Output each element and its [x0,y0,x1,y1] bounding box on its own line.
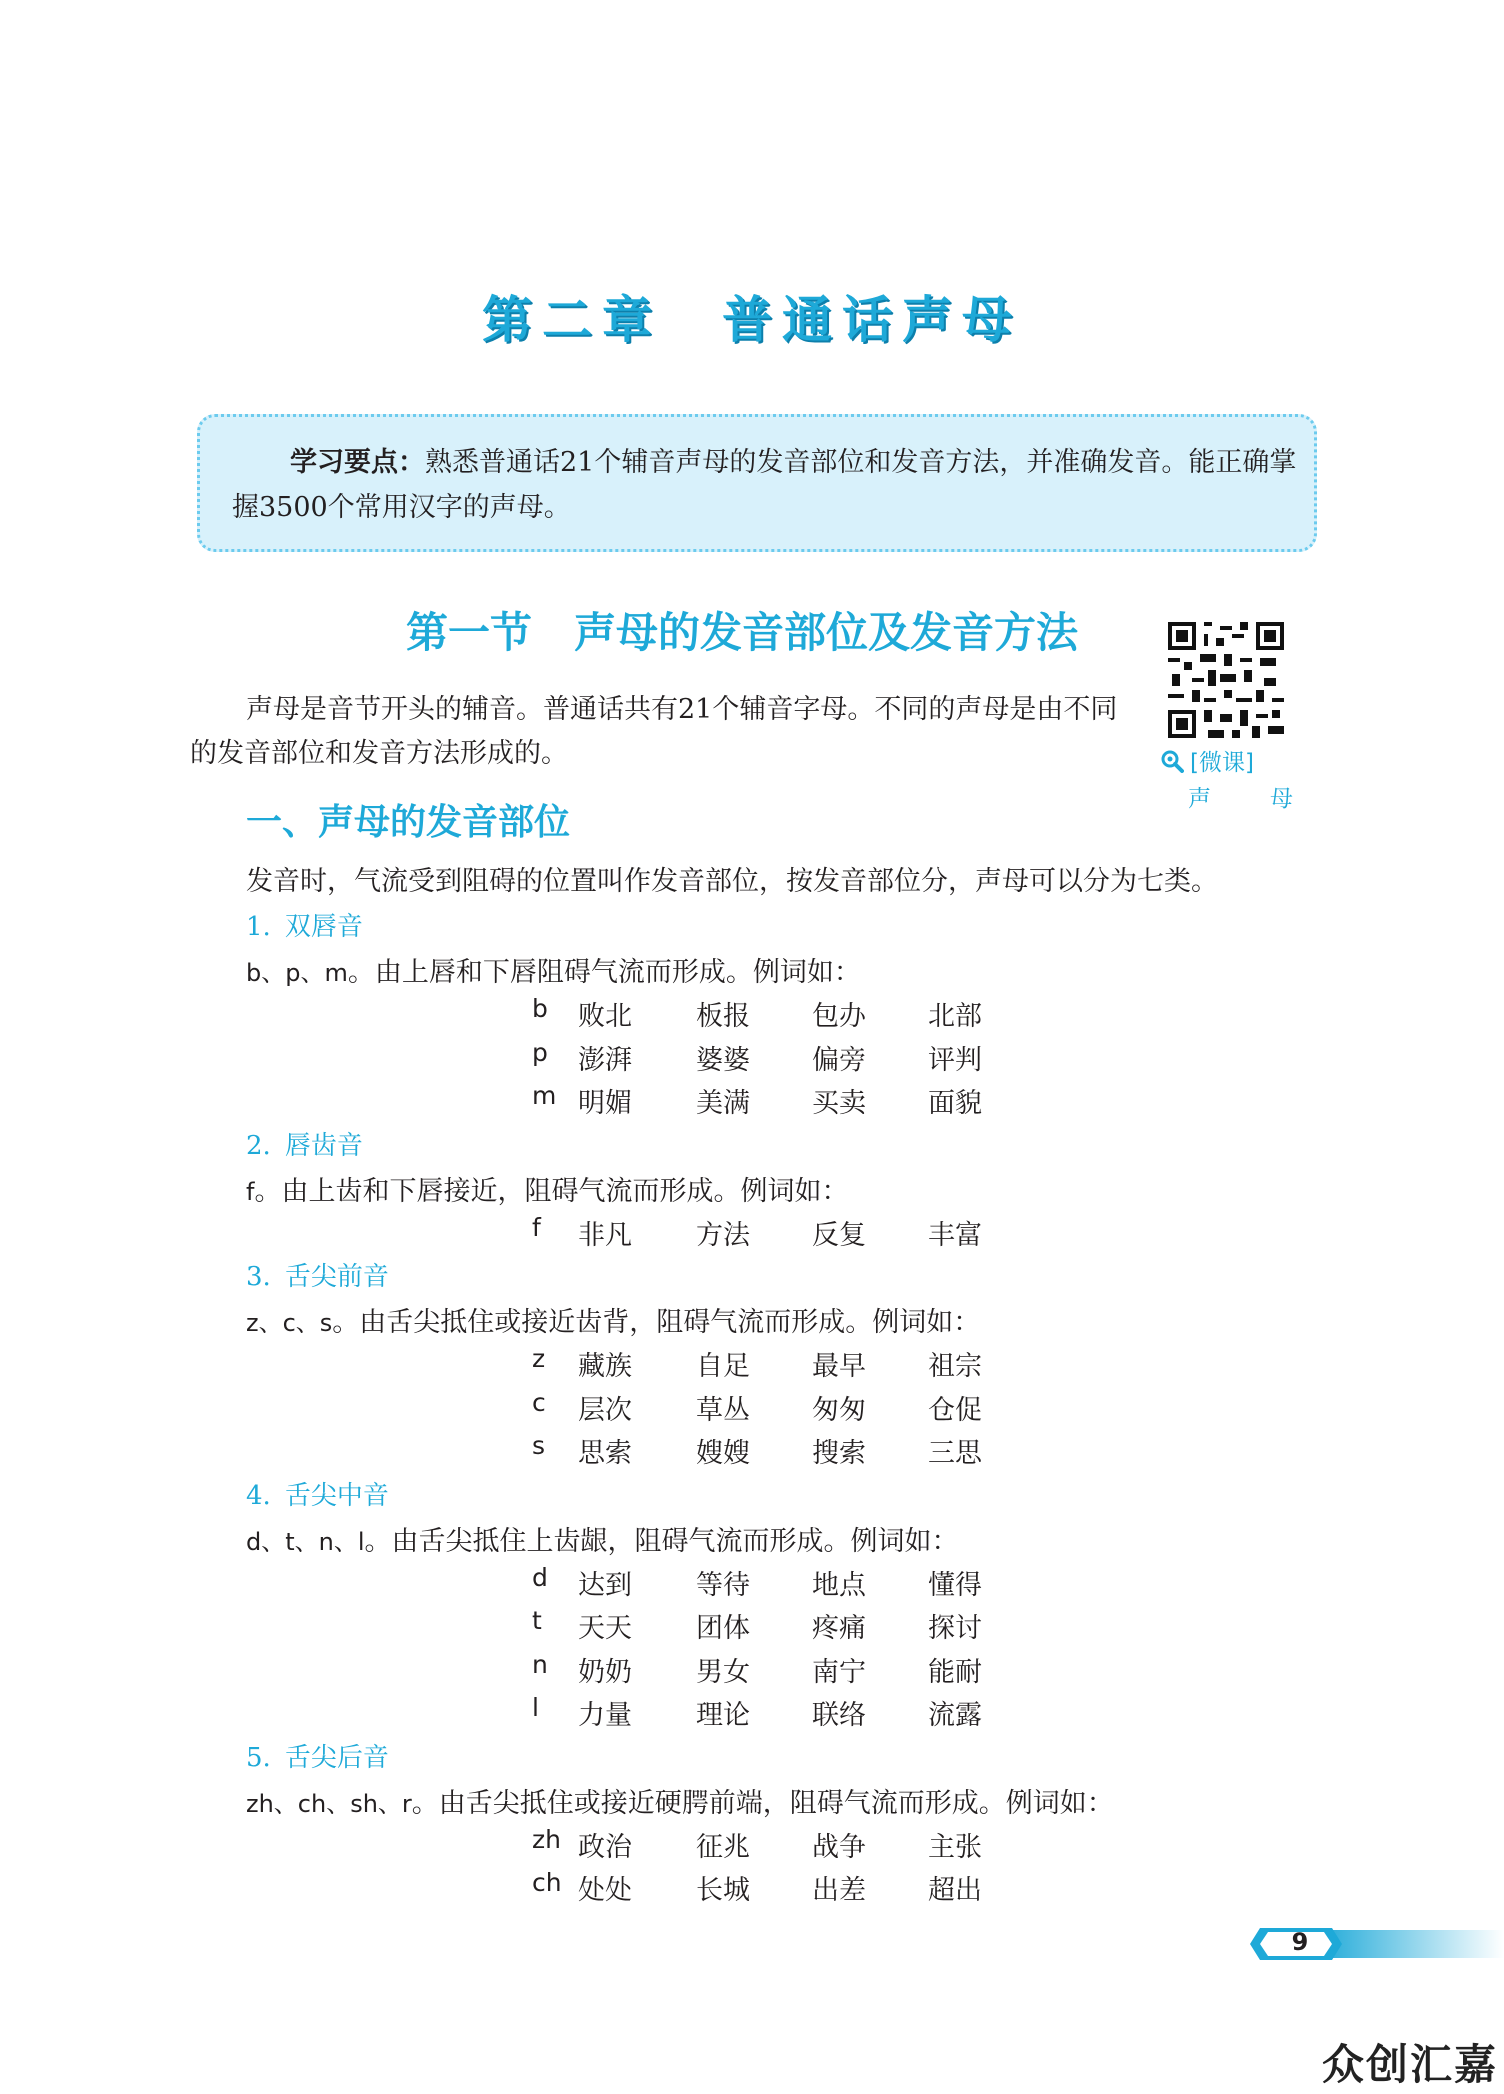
section-title: 第一节 声母的发音部位及发音方法 [406,608,1079,657]
example-word: 处处 [578,1875,632,1906]
chapter-title: 第二章 普通话声母 [482,291,1022,349]
category-desc-text: 。由上齿和下唇接近，阻碍气流而形成。例词如： [254,1175,849,1207]
example-initial: b [532,994,548,1023]
example-word: 战争 [812,1831,866,1863]
example-word: 联络 [812,1700,866,1731]
category-description [246,1300,980,1339]
example-word: 南宁 [812,1656,866,1688]
example-word: 搜索 [812,1438,866,1469]
example-word: 婆婆 [696,1044,750,1076]
example-word: 板报 [696,1001,750,1032]
example-word: 仓促 [928,1394,982,1426]
example-initial: l [532,1693,539,1722]
category-heading [246,906,363,943]
example-word: 祖宗 [928,1351,982,1382]
example-word: 三思 [928,1438,982,1469]
example-initial: t [532,1606,542,1635]
example-word: 疼痛 [812,1613,866,1644]
example-word: 方法 [696,1219,750,1251]
category-number: 1. [246,912,271,942]
example-word: 自足 [696,1351,750,1382]
example-initial: m [532,1081,557,1110]
example-initial: d [532,1562,548,1592]
category-initials: d、t、n、l [246,1527,365,1556]
category-heading [246,1475,389,1512]
category-description [246,1169,848,1208]
example-initial: zh [532,1824,561,1854]
example-word: 达到 [578,1569,632,1601]
qr-code-icon[interactable] [1168,622,1284,738]
example-word: 匆匆 [812,1394,866,1426]
example-word: 长城 [696,1875,750,1906]
example-word: 丰富 [928,1219,982,1251]
example-word: 北部 [928,1001,982,1032]
example-word: 最早 [812,1351,866,1382]
key-points-body: 熟悉普通话21个辅音声母的发音部位和发音方法，并准确发音。能正确掌握3500个常用汉字的声母。 [232,447,1297,523]
category-initials: f [246,1177,255,1206]
category-name: 舌尖后音 [284,1742,389,1773]
example-word: 面貌 [928,1088,982,1119]
example-word: 层次 [578,1394,632,1426]
example-word: 流露 [928,1700,982,1731]
category-initials: z、c、s [246,1309,333,1337]
example-initial: z [532,1344,546,1373]
category-name: 唇齿音 [284,1130,363,1161]
example-word: 评判 [928,1044,982,1076]
example-word: 理论 [696,1700,750,1731]
key-points-text [232,440,1302,530]
page-number: 9 [1291,1928,1309,1956]
example-initial: p [532,1037,548,1067]
example-word: 能耐 [928,1656,982,1688]
example-word: 思索 [578,1438,632,1469]
category-description [246,1781,1114,1820]
example-word: 政治 [578,1831,632,1863]
example-word: 懂得 [928,1569,982,1601]
category-initials: b、p、m [246,959,348,987]
category-heading [246,1125,363,1162]
example-word: 地点 [812,1569,866,1601]
category-description [246,950,861,989]
category-name: 双唇音 [284,912,363,942]
category-heading [246,1737,389,1774]
example-initial: s [532,1431,546,1460]
magnifier-icon [1160,749,1184,773]
example-word: 非凡 [578,1219,632,1251]
intro-paragraph: 声母是音节开头的辅音。普通话共有21个辅音字母。不同的声母是由不同的发音部位和发音方法形成的。 [190,694,1118,769]
example-word: 力量 [578,1700,632,1731]
example-initial: n [532,1649,548,1679]
category-desc-text: 。由舌尖抵住或接近齿背，阻碍气流而形成。例词如： [332,1307,981,1338]
example-word: 买卖 [812,1088,866,1119]
micro-lesson-label: [微课] [1190,750,1254,776]
category-number: 4. [246,1480,271,1511]
lead-paragraph: 发音时，气流受到阻碍的位置叫作发音部位，按发音部位分，声母可以分为七类。 [246,866,1218,897]
example-word: 草丛 [696,1394,750,1426]
example-word: 征兆 [696,1831,750,1863]
category-name: 舌尖前音 [284,1262,389,1292]
example-word: 男女 [696,1656,750,1688]
micro-lesson-tag[interactable] [1160,744,1254,777]
example-initial: f [532,1212,541,1242]
category-heading [246,1256,389,1293]
example-word: 美满 [696,1088,750,1119]
example-word: 偏旁 [812,1044,866,1076]
category-desc-text: 。由舌尖抵住或接近硬腭前端，阻碍气流而形成。例词如： [411,1787,1114,1819]
category-initials: zh、ch、sh、r [246,1789,412,1818]
key-points-label: 学习要点： [290,447,425,478]
example-word: 反复 [812,1219,866,1251]
example-word: 澎湃 [578,1044,632,1076]
example-word: 超出 [928,1875,982,1906]
category-name: 舌尖中音 [284,1480,389,1511]
example-word: 藏族 [578,1351,632,1382]
example-word: 等待 [696,1569,750,1601]
example-word: 团体 [696,1613,750,1644]
example-word: 包办 [812,1001,866,1032]
example-word: 奶奶 [578,1656,632,1688]
category-number: 2. [246,1130,271,1161]
heading-one: 一、声母的发音部位 [246,802,571,843]
watermark: 众创汇嘉 [1321,2040,1498,2089]
micro-lesson-title: 声 母 [1188,786,1311,812]
category-description [246,1519,959,1558]
category-desc-text: 。由上唇和下唇阻碍气流而形成。例词如： [347,957,861,988]
category-number: 5. [246,1742,271,1773]
example-word: 明媚 [578,1088,632,1119]
example-word: 败北 [578,1001,632,1032]
category-number: 3. [246,1262,271,1292]
example-word: 探讨 [928,1613,982,1644]
example-initial: c [532,1387,546,1417]
example-initial: ch [532,1868,562,1897]
example-word: 主张 [928,1831,982,1863]
category-desc-text: 。由舌尖抵住上齿龈，阻碍气流而形成。例词如： [364,1525,959,1557]
example-word: 嫂嫂 [696,1438,750,1469]
example-word: 出差 [812,1875,866,1906]
example-word: 天天 [578,1613,632,1644]
